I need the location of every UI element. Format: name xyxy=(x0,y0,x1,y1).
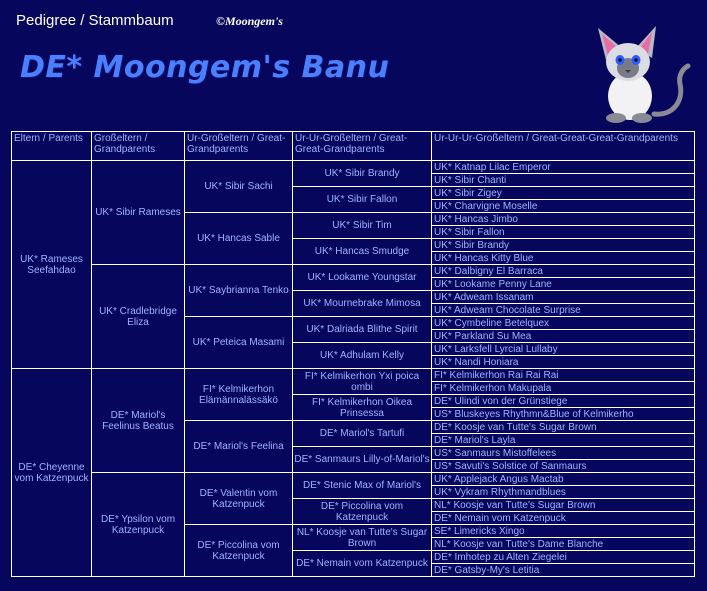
great-great-grandparent-cell: UK* Mournebrake Mimosa xyxy=(293,291,432,317)
great-great-great-grandparent-cell: UK* Charvigne Moselle xyxy=(432,200,695,213)
great-great-grandparent-cell: NL* Koosje van Tutte's Sugar Brown xyxy=(293,525,432,551)
great-great-great-grandparent-cell: UK* Dalbigny El Barraca xyxy=(432,265,695,278)
grandparent-cell: DE* Mariol's Feelinus Beatus xyxy=(92,369,185,473)
great-great-grandparent-cell: UK* Dalriada Blithe Spirit xyxy=(293,317,432,343)
great-great-great-grandparent-cell: UK* Vykram Rhythmandblues xyxy=(432,486,695,499)
parent-cell: UK* Rameses Seefahdao xyxy=(12,161,92,369)
great-great-great-grandparent-cell: UK* Sibir Brandy xyxy=(432,239,695,252)
great-great-great-grandparent-cell: UK* Katnap Lilac Emperor xyxy=(432,161,695,174)
great-great-great-grandparent-cell: UK* Cymbeline Betelquex xyxy=(432,317,695,330)
great-great-great-grandparent-cell: UK* Hancas Kitty Blue xyxy=(432,252,695,265)
grandparent-cell: UK* Sibir Rameses xyxy=(92,161,185,265)
great-great-great-grandparent-cell: DE* Ulindi von der Grünstiege xyxy=(432,395,695,408)
great-great-great-grandparent-cell: UK* Sibir Fallon xyxy=(432,226,695,239)
great-great-grandparent-cell: DE* Stenic Max of Mariol's xyxy=(293,473,432,499)
great-great-great-grandparent-cell: UK* Sibir Zigey xyxy=(432,187,695,200)
pedigree-row xyxy=(12,161,695,174)
great-grandparent-cell: UK* Hancas Sable xyxy=(185,213,293,265)
great-great-grandparent-cell: UK* Sibir Tim xyxy=(293,213,432,239)
siamese-cat-icon xyxy=(592,18,692,126)
great-great-grandparent-cell: UK* Lookame Youngstar xyxy=(293,265,432,291)
great-great-great-grandparent-cell: DE* Nemain vom Katzenpuck xyxy=(432,512,695,525)
great-great-great-grandparent-cell: DE* Mariol's Layla xyxy=(432,434,695,447)
great-great-great-grandparent-cell: UK* Hancas Jimbo xyxy=(432,213,695,226)
great-great-great-grandparent-cell: US* Sanmaurs Mistoffelees xyxy=(432,447,695,460)
great-great-great-grandparent-cell: FI* Kelmikerhon Makupala xyxy=(432,382,695,395)
page-header-title: Pedigree / Stammbaum xyxy=(16,12,174,29)
great-great-great-grandparent-cell: NL* Koosje van Tutte's Dame Blanche xyxy=(432,538,695,551)
great-great-great-grandparent-cell: UK* Larksfell Lyrcial Lullaby xyxy=(432,343,695,356)
great-grandparent-cell: DE* Valentin vom Katzenpuck xyxy=(185,473,293,525)
column-header-great-great-grandparents: Ur-Ur-Großeltern / Great-Great-Grandparents xyxy=(293,132,432,161)
great-great-great-grandparent-cell: DE* Gatsby-My's Letitia xyxy=(432,564,695,577)
great-grandparent-cell: UK* Peteica Masami xyxy=(185,317,293,369)
cat-name-title: DE* Moongem's Banu xyxy=(20,50,390,85)
great-great-great-grandparent-cell: UK* Parkland Su Mea xyxy=(432,330,695,343)
column-header-parents: Eltern / Parents xyxy=(12,132,92,161)
great-great-grandparent-cell: DE* Piccolina vom Katzenpuck xyxy=(293,499,432,525)
great-great-great-grandparent-cell: UK* Adweam Issanam xyxy=(432,291,695,304)
great-grandparent-cell: DE* Mariol's Feelina xyxy=(185,421,293,473)
great-great-grandparent-cell: DE* Nemain vom Katzenpuck xyxy=(293,551,432,577)
grandparent-cell: DE* Ypsilon vom Katzenpuck xyxy=(92,473,185,577)
parent-cell: DE* Cheyenne vom Katzenpuck xyxy=(12,369,92,577)
column-header-grandparents: Großeltern / Grandparents xyxy=(92,132,185,161)
great-great-grandparent-cell: UK* Hancas Smudge xyxy=(293,239,432,265)
great-great-great-grandparent-cell: SE* Limericks Xingo xyxy=(432,525,695,538)
grandparent-cell: UK* Cradlebridge Eliza xyxy=(92,265,185,369)
great-great-grandparent-cell: DE* Mariol's Tartufi xyxy=(293,421,432,447)
great-great-grandparent-cell: UK* Sibir Brandy xyxy=(293,161,432,187)
great-great-great-grandparent-cell: US* Savuti's Solstice of Sanmaurs xyxy=(432,460,695,473)
pedigree-row xyxy=(12,369,695,382)
great-grandparent-cell: UK* Sibir Sachi xyxy=(185,161,293,213)
great-grandparent-cell: DE* Piccolina vom Katzenpuck xyxy=(185,525,293,577)
great-great-great-grandparent-cell: DE* Koosje van Tutte's Sugar Brown xyxy=(432,421,695,434)
great-great-great-grandparent-cell: UK* Applejack Angus Mactab xyxy=(432,473,695,486)
column-header-great-grandparents: Ur-Großeltern / Great-Grandparents xyxy=(185,132,293,161)
great-great-great-grandparent-cell: US* Bluskeyes Rhythmn&Blue of Kelmikerho xyxy=(432,408,695,421)
great-great-great-grandparent-cell: FI* Kelmikerhon Rai Rai Rai xyxy=(432,369,695,382)
pedigree-row xyxy=(12,473,695,486)
column-header-great-great-great-grandparents: Ur-Ur-Ur-Großeltern / Great-Great-Great-Grandparents xyxy=(432,132,695,161)
great-grandparent-cell: FI* Kelmikerhon Elämännalässäkö xyxy=(185,369,293,421)
great-great-great-grandparent-cell: UK* Lookame Penny Lane xyxy=(432,278,695,291)
great-great-great-grandparent-cell: UK* Nandi Honiara xyxy=(432,356,695,369)
great-great-grandparent-cell: FI* Kelmikerhon Yxi poica ombi xyxy=(293,369,432,395)
great-grandparent-cell: UK* Saybrianna Tenko xyxy=(185,265,293,317)
great-great-great-grandparent-cell: UK* Adweam Chocolate Surprise xyxy=(432,304,695,317)
great-great-great-grandparent-cell: NL* Koosje van Tutte's Sugar Brown xyxy=(432,499,695,512)
great-great-great-grandparent-cell: UK* Sibir Chanti xyxy=(432,174,695,187)
great-great-grandparent-cell: DE* Sanmaurs Lilly-of-Mariol's xyxy=(293,447,432,473)
great-great-grandparent-cell: UK* Adhulam Kelly xyxy=(293,343,432,369)
pedigree-table xyxy=(11,131,695,577)
great-great-grandparent-cell: UK* Sibir Fallon xyxy=(293,187,432,213)
great-great-grandparent-cell: FI* Kelmikerhon Oikea Prinsessa xyxy=(293,395,432,421)
site-credit: ©Moongem's xyxy=(216,14,283,28)
pedigree-row xyxy=(12,265,695,278)
great-great-great-grandparent-cell: DE* Imhotep zu Alten Ziegelei xyxy=(432,551,695,564)
